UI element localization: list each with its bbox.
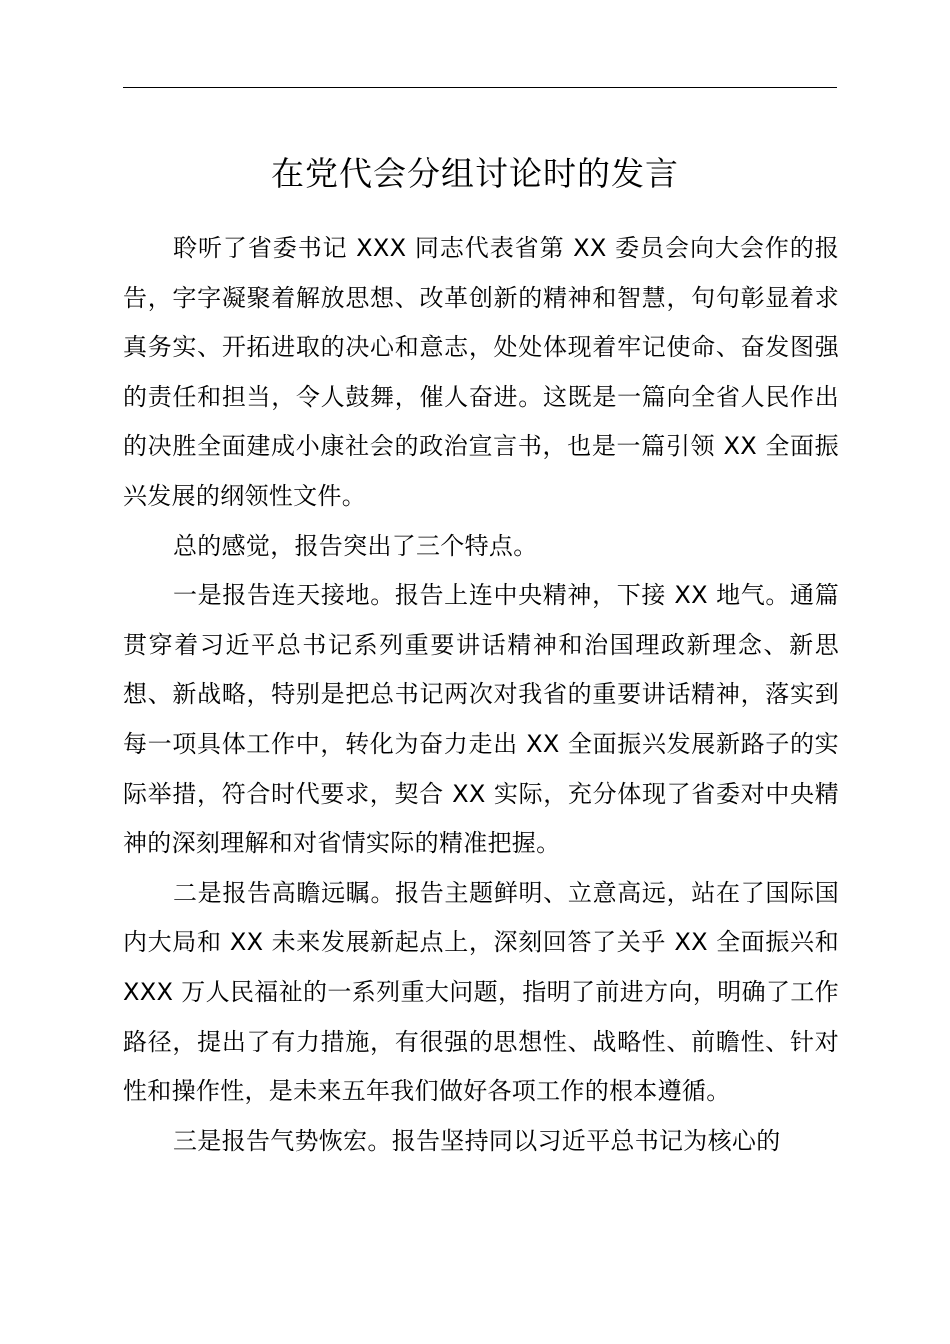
paragraph-intro: 聆听了省委书记 XXX 同志代表省第 XX 委员会向大会作的报告，字字凝聚着解放思想、改革创新的精神和智慧，句句彰显着求真务实、开拓进取的决心和意志，处处体现着牢记使命、奋发图强的责任和担当，令人鼓舞，催人奋进。这既是一篇向全省人民作出的决胜全面建成小康社会的政治宣言书，也是一篇引领 XX 全面振兴发展的纲领性文件。	[123, 234, 839, 510]
paragraph-point-three: 三是报告气势恢宏。报告坚持同以习近平总书记为核心的	[173, 1126, 781, 1155]
header-rule	[123, 87, 837, 88]
paragraph-point-two: 二是报告高瞻远瞩。报告主题鲜明、立意高远，站在了国际国内大局和 XX 未来发展新起点上，深刻回答了关乎 XX 全面振兴和 XXX 万人民福祉的一系列重大问题，指明了前进方向，明确了工作路径，提出了有力措施，有很强的思想性、战略性、前瞻性、针对性和操作性，是未来五年我们做好各项工作的根本遵循。	[123, 878, 839, 1106]
paragraph-point-one: 一是报告连天接地。报告上连中央精神，下接 XX 地气。通篇贯穿着习近平总书记系列重要讲话精神和治国理政新理念、新思想、新战略，特别是把总书记两次对我省的重要讲话精神，落实到每一项具体工作中，转化为奋力走出 XX 全面振兴发展新路子的实际举措，符合时代要求，契合 XX 实际，充分体现了省委对中央精神的深刻理解和对省情实际的精准把握。	[123, 581, 839, 858]
document-body	[123, 224, 839, 1166]
document-title: 在党代会分组讨论时的发言	[271, 154, 679, 193]
paragraph-summary: 总的感觉，报告突出了三个特点。	[173, 531, 538, 560]
